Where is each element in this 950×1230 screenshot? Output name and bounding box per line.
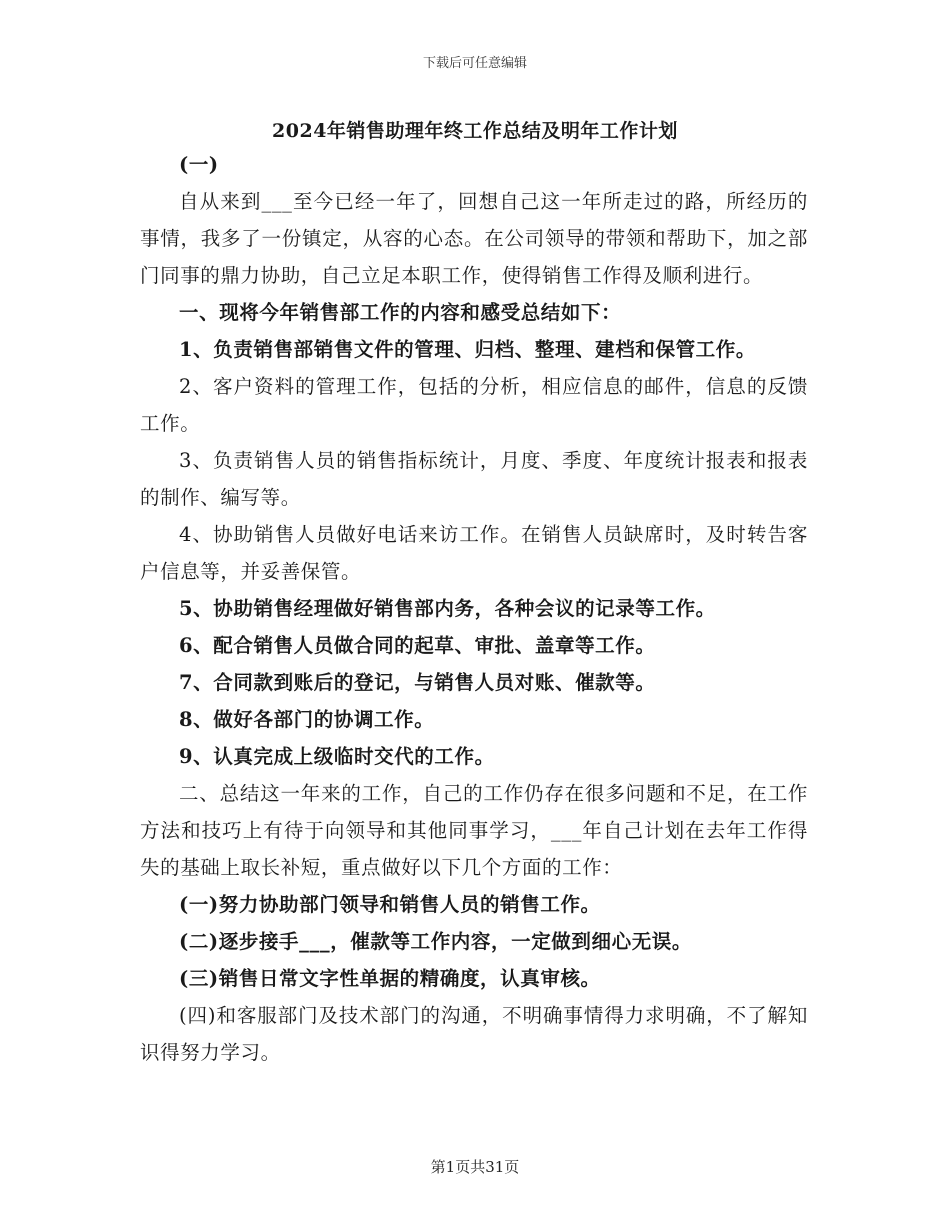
paragraph: 4、协助销售人员做好电话来访工作。在销售人员缺席时，及时转告客户信息等，并妥善保管。	[140, 523, 808, 583]
paragraph: 9、认真完成上级临时交代的工作。	[179, 745, 495, 768]
download-note: 下载后可任意编辑	[422, 56, 527, 71]
paragraph: (一)	[179, 153, 219, 176]
paragraph: 二、总结这一年来的工作，自己的工作仍存在很多问题和不足，在工作方法和技巧上有待于向领导和其他同事学习，___年自己计划在去年工作得失的基础上取长补短，重点做好以下几个方面的工作：	[140, 782, 808, 879]
document-title: 2024年销售助理年终工作总结及明年工作计划	[272, 120, 678, 142]
paragraph: 一、现将今年销售部工作的内容和感受总结如下：	[179, 301, 622, 324]
paragraph: (三)销售日常文字性单据的精确度，认真审核。	[179, 967, 601, 990]
paragraph: 7、合同款到账后的登记，与销售人员对账、催款等。	[179, 671, 656, 694]
paragraph: 5、协助销售经理做好销售部内务，各种会议的记录等工作。	[179, 597, 716, 620]
paragraph: (一)努力协助部门领导和销售人员的销售工作。	[179, 893, 601, 916]
paragraph: 1、负责销售部销售文件的管理、归档、整理、建档和保管工作。	[179, 338, 756, 361]
paragraph: (二)逐步接手___，催款等工作内容，一定做到细心无误。	[179, 930, 693, 953]
paragraph: 3、负责销售人员的销售指标统计，月度、季度、年度统计报表和报表的制作、编写等。	[140, 449, 808, 509]
paragraph: 自从来到___至今已经一年了，回想自己这一年所走过的路，所经历的事情，我多了一份镇定，从容的心态。在公司领导的带领和帮助下，加之部门同事的鼎力协助，自己立足本职工作，使得销售工作得及顺利进行。	[140, 190, 808, 287]
document-body	[140, 146, 808, 1071]
paragraph: 8、做好各部门的协调工作。	[179, 708, 435, 731]
paragraph: 6、配合销售人员做合同的起草、审批、盖章等工作。	[179, 634, 656, 657]
page-number: 第1页共31页	[430, 1158, 520, 1176]
paragraph: 2、客户资料的管理工作，包括的分析，相应信息的邮件，信息的反馈工作。	[140, 375, 808, 435]
paragraph: (四)和客服部门及技术部门的沟通，不明确事情得力求明确，不了解知识得努力学习。	[140, 1004, 808, 1064]
